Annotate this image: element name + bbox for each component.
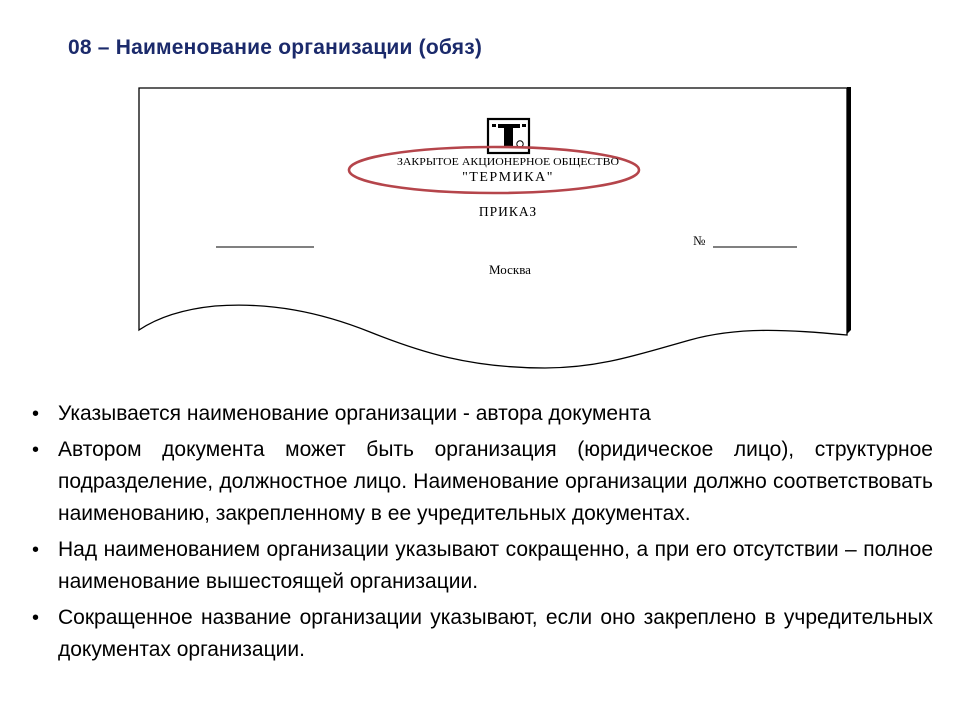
bullet-item: • Указывается наименование организации - автора документа: [30, 398, 933, 430]
org-type-text: ЗАКРЫТОЕ АКЦИОНЕРНОЕ ОБЩЕСТВО: [397, 157, 620, 168]
bullet-item: • Автором документа может быть организация (юридическое лицо), структурное подразделение, должностное лицо. Наименование организации должно соответствовать наименованию, закрепленному в ее учредительных документах.: [30, 434, 933, 530]
bullet-item: • Сокращенное название организации указывают, если оно закреплено в учредительных документах организации.: [30, 602, 933, 666]
doc-type-text: ПРИКАЗ: [478, 204, 538, 219]
slide-title: 08 – Наименование организации (обяз): [68, 36, 483, 59]
city-text: Москва: [489, 262, 531, 277]
bullet-item: • Над наименованием организации указывают сокращенно, а при его отсутствии – полное наименование вышестоящей организации.: [30, 534, 933, 598]
org-name-text: "ТЕРМИКА": [462, 170, 554, 185]
bullet-list: [30, 398, 933, 670]
number-sign: №: [693, 233, 706, 248]
